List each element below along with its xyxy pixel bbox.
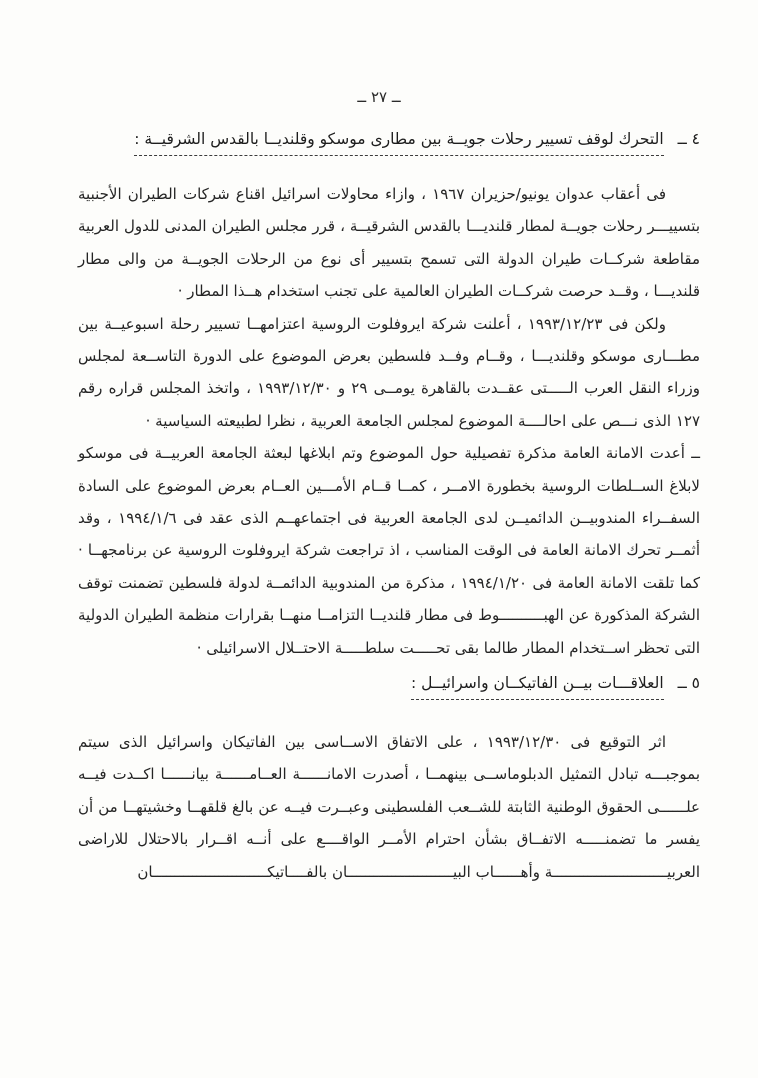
section-4-heading (58, 130, 700, 156)
section-4-paragraph-3: ــ أعدت الامانة العامة مذكرة تفصيلية حول الموضوع وتم ابلاغها لبعثة الجامعة العربيــة فى موسكو لابلاغ الســلطات الروسية بخطورة الامــر ، كمــا قــام الأمـــين العــام بعرض الموضوع على السادة السفــراء المندوبيــن الدائميــن لدى الجامعة العربية فى اجتماعهــم الذى عقد فى ١٩٩٤/١/٦ ، وقد أثمــر تحرك الامانة العامة فى الوقت المناسب ، اذ تراجعت شركة ايروفلوت الروسية عن برنامجهــا · كما تلقت الامانة العامة فى ١٩٩٤/١/٢٠ ، مذكرة من المندوبية الدائمــة لدولة فلسطين تضمنت توقف الشركة المذكورة عن الهبــــــــــوط فى مطار قلنديــا التزامــا منهــا بقرارات منظمة الطيران الدولية التى تحظر اســتخدام المطار طالما بقى تحـــــت سلطـــــة الاحتــلال الاسرائيلى · (78, 444, 700, 657)
section-4-number: ٤ ــ (677, 130, 700, 148)
section-4-paragraph-1: فى أعقاب عدوان يونيو/حزيران ١٩٦٧ ، وازاء محاولات اسرائيل اقناع شركات الطيران الأجنبية بتسييـــر رحلات جويــة لمطار قلنديـــا بالقدس الشرقيــة ، قرر مجلس الطيران المدنى للدول العربية مقاطعة شركــات طيران الدولة التى تسمح بتسيير أى نوع من الرحلات الجويــة من والى مطار قلنديـــا ، وقــد حرصت شركــات الطيران العالمية على تجنب استخدام هــذا المطار · (78, 185, 700, 301)
section-4-paragraph-2: ولكن فى ١٩٩٣/١٢/٢٣ ، أعلنت شركة ايروفلوت الروسية اعتزامهــا تسيير رحلة اسبوعيــة بين مطـــارى موسكو وقلنديـــا ، وقــام وفــد فلسطين بعرض الموضوع على الدورة التاســعة لمجلس وزراء النقل العرب الـــــتى عقــدت بالقاهرة يومــى ٢٩ و ١٩٩٣/١٢/٣٠ ، واتخذ المجلس قراره رقم ١٢٧ الذى نـــص على احالــــة الموضوع لمجلس الجامعة العربية ، نظرا لطبيعته السياسية · (78, 314, 700, 430)
section-5-body (78, 726, 700, 888)
section-5-title: العلاقـــات بيــن الفاتيكــان واسرائيــل : (411, 674, 664, 700)
section-4-title: التحرك لوقف تسيير رحلات جويــة بين مطارى موسكو وقلنديــا بالقدس الشرقيــة : (134, 130, 663, 156)
section-5-paragraph-1: اثر التوقيع فى ١٩٩٣/١٢/٣٠ ، على الاتفاق الاســاسى بين الفاتيكان واسرائيل الذى سيتم بموجبـــه تبادل التمثيل الدبلوماســى بينهمــا ، أصدرت الامانــــــة العــامــــــة بيانــــــا اكــدت فيــه علــــــى الحقوق الوطنية الثابتة للشــعب الفلسطينى وعبــرت فيــه عن بالغ قلقهــا وخشيتهــا من أن يفسر ما تضمنـــــه الاتفــاق بشأن احترام الأمــر الواقــــع على أنــه اقــرار بالاحتلال للاراضى العربيــــــــــــــــــــــــــة وأهــــــاب البيــــــــــــــــــــــــان بالفــــاتيكــــــــــــــــــــــــــان (78, 733, 700, 881)
section-5-number: ٥ ــ (677, 674, 700, 692)
page-number: ــ ٢٧ ــ (357, 88, 401, 106)
section-5-heading (58, 674, 700, 700)
section-4-body (78, 178, 700, 664)
